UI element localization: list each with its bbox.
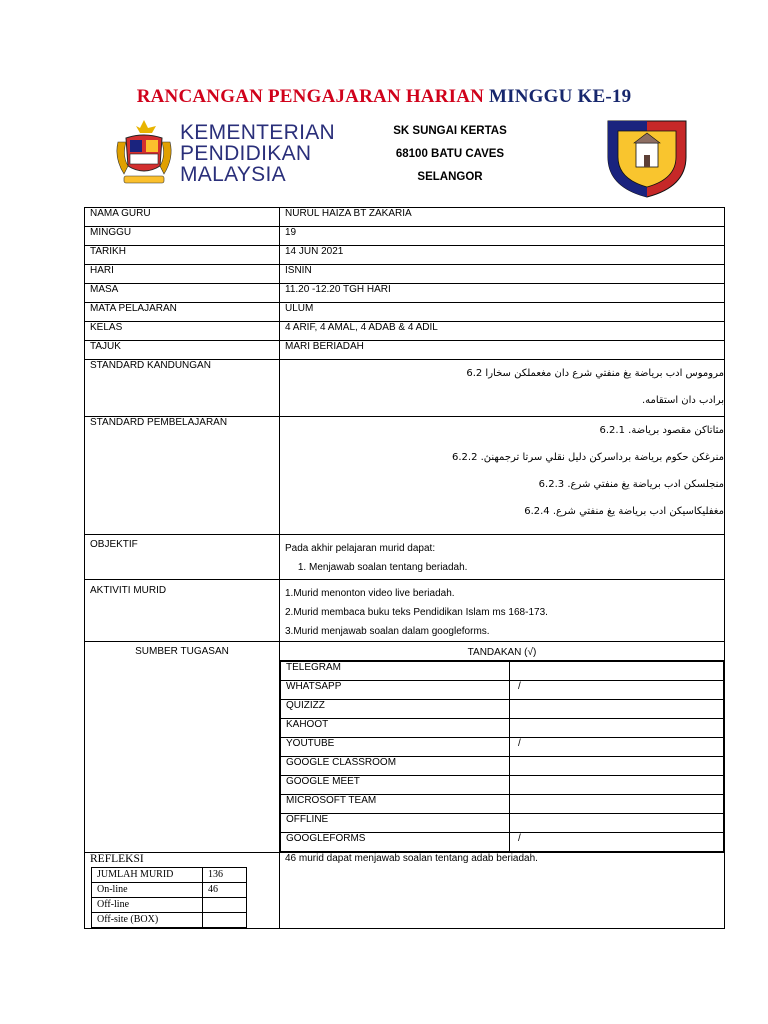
refleksi-label: REFLEKSI (90, 853, 144, 865)
murid-value (203, 898, 247, 913)
lesson-plan-table (84, 207, 725, 929)
sumber-mark: / (510, 833, 724, 852)
value-minggu: 19 (280, 227, 725, 246)
sumber-mark (510, 795, 724, 814)
label-hari: HARI (85, 265, 280, 284)
label-nama-guru: NAMA GURU (85, 208, 280, 227)
aktiviti-item: 3.Murid menjawab soalan dalam googleforms. (285, 626, 490, 637)
label-kelas: KELAS (85, 322, 280, 341)
sp-item (285, 444, 724, 471)
sumber-name: GOOGLEFORMS (281, 833, 510, 852)
murid-count-table (91, 867, 247, 928)
label-mata-pelajaran: MATA PELAJARAN (85, 303, 280, 322)
school-info (370, 120, 530, 189)
label-standard-pembelajaran: STANDARD PEMBELAJARAN (85, 417, 280, 535)
sp-item-text: مغفليكاسيكن ادب (649, 506, 724, 517)
label-standard-kandungan: STANDARD KANDUNGAN (85, 360, 280, 417)
row-refleksi (85, 853, 725, 929)
sumber-row (281, 776, 724, 795)
sumber-name: GOOGLE CLASSROOM (281, 757, 510, 776)
sumber-mark: / (510, 681, 724, 700)
murid-name: Off-line (92, 898, 203, 913)
sumber-name: KAHOOT (281, 719, 510, 738)
objektif-intro: Pada akhir pelajaran murid dapat: (285, 543, 436, 554)
title-blue-part: MINGGU KE-19 (489, 86, 632, 107)
school-name: SK SUNGAI KERTAS (393, 125, 507, 137)
murid-value: 136 (203, 868, 247, 883)
sp-item-small: برياضة (634, 452, 663, 463)
malaysia-crest-icon (112, 118, 176, 190)
row-minggu (85, 227, 725, 246)
sumber-row (281, 681, 724, 700)
sp-item-tail: يغ منفتي شرع. (552, 506, 616, 517)
sumber-mark (510, 662, 724, 681)
sumber-col-header: TANDAKAN (√) (280, 642, 724, 661)
sk-line1-start: مروموس ادب (665, 368, 724, 379)
value-kelas: 4 ARIF, 4 AMAL, 4 ADAB & 4 ADIL (280, 322, 725, 341)
objektif-list (285, 558, 724, 577)
sumber-row (281, 757, 724, 776)
sumber-name: GOOGLE MEET (281, 776, 510, 795)
value-aktiviti (280, 580, 725, 642)
sumber-row (281, 719, 724, 738)
school-badge (604, 117, 690, 204)
sp-item-small: برياضة (618, 506, 647, 517)
ministry-name (180, 122, 335, 185)
row-tarikh (85, 246, 725, 265)
sp-item-code: 6.2.3 (538, 479, 565, 490)
sumber-row (281, 833, 724, 852)
sumber-mark: / (510, 738, 724, 757)
sp-item-code: 6.2.1 (599, 425, 625, 436)
murid-row (92, 898, 247, 913)
sumber-name: TELEGRAM (281, 662, 510, 681)
aktiviti-item: 1.Murid menonton video live beriadah. (285, 588, 455, 599)
sumber-mark (510, 757, 724, 776)
sp-item-code: 6.2.4 (524, 506, 550, 517)
value-mata-pelajaran: ULUM (280, 303, 725, 322)
sumber-name: OFFLINE (281, 814, 510, 833)
sumber-mark (510, 814, 724, 833)
page-title (0, 86, 768, 108)
sumber-table (280, 661, 724, 852)
row-standard-pembelajaran (85, 417, 725, 535)
sp-item-text: منرغكن حكوم (665, 452, 724, 463)
sumber-name: YOUTUBE (281, 738, 510, 757)
sumber-mark (510, 700, 724, 719)
sp-item-tail: . (628, 425, 632, 436)
title-red-part: RANCANGAN PENGAJARAN HARIAN (136, 86, 485, 107)
sp-item (285, 417, 724, 444)
sumber-name: MICROSOFT TEAM (281, 795, 510, 814)
aktiviti-item: 2.Murid membaca buku teks Pendidikan Islam ms 168-173. (285, 607, 548, 618)
ministry-line-1: KEMENTERIAN (180, 121, 335, 144)
sumber-row (281, 814, 724, 833)
value-standard-pembelajaran (280, 417, 725, 535)
murid-value: 46 (203, 883, 247, 898)
sumber-row (281, 662, 724, 681)
sumber-row (281, 738, 724, 757)
sumber-mark (510, 719, 724, 738)
sp-item-text: منجلسكن ادب (663, 479, 724, 490)
murid-value (203, 913, 247, 928)
row-hari (85, 265, 725, 284)
value-standard-kandungan (280, 360, 725, 417)
sk-line-1 (285, 360, 724, 387)
sk-line1-rest: يغ منفتي شرع دان مغعملكن سخارا (485, 368, 632, 379)
value-hari: ISNIN (280, 265, 725, 284)
murid-row (92, 883, 247, 898)
row-aktiviti (85, 580, 725, 642)
sumber-mark (510, 776, 724, 795)
label-minggu: MINGGU (85, 227, 280, 246)
school-state: SELANGOR (417, 171, 483, 183)
sumber-row (281, 700, 724, 719)
sp-item-text: مثاتاكن مقصود (662, 425, 724, 436)
sumber-name: QUIZIZZ (281, 700, 510, 719)
value-sumber (280, 642, 725, 853)
label-aktiviti: AKTIVITI MURID (85, 580, 280, 642)
value-tarikh: 14 JUN 2021 (280, 246, 725, 265)
ministry-line-3: MALAYSIA (180, 163, 286, 186)
value-refleksi: 46 murid dapat menjawab soalan tentang adab beriadah. (280, 853, 725, 929)
row-tajuk (85, 341, 725, 360)
sp-item-small: برياضة (632, 479, 661, 490)
value-tajuk: MARI BERIADAH (280, 341, 725, 360)
row-sumber (85, 642, 725, 853)
row-objektif (85, 535, 725, 580)
row-nama-guru (85, 208, 725, 227)
label-objektif: OBJEKTIF (85, 535, 280, 580)
murid-name: Off-site (BOX) (92, 913, 203, 928)
sp-item-small: برياضة (631, 425, 660, 436)
school-postcode: 68100 BATU CAVES (395, 148, 505, 160)
sp-item-tail: برداسركن دليل نقلي سرتا ترجمهنڽ. (480, 452, 632, 463)
row-masa (85, 284, 725, 303)
label-tajuk: TAJUK (85, 341, 280, 360)
school-crest-icon (604, 117, 690, 199)
sk-code: 6.2 (466, 368, 483, 379)
sp-item-code: 6.2.2 (451, 452, 478, 463)
sp-item (285, 471, 724, 498)
row-mata-pelajaran (85, 303, 725, 322)
sk-line-2: برادب دان استقامه. (641, 395, 724, 406)
label-sumber: SUMBER TUGASAN (85, 642, 280, 853)
murid-name: On-line (92, 883, 203, 898)
label-refleksi-cell (85, 853, 280, 929)
sp-item (285, 498, 724, 525)
objektif-item: 1. Menjawab soalan tentang beriadah. (309, 558, 724, 577)
sumber-row (281, 795, 724, 814)
murid-row (92, 913, 247, 928)
sp-item-tail: يغ منفتي شرع. (567, 479, 630, 490)
ministry-logo (112, 118, 335, 190)
row-kelas (85, 322, 725, 341)
murid-name: JUMLAH MURID (92, 868, 203, 883)
value-masa: 11.20 -12.20 TGH HARI (280, 284, 725, 303)
value-nama-guru: NURUL HAIZA BT ZAKARIA (280, 208, 725, 227)
row-standard-kandungan (85, 360, 725, 417)
sumber-name: WHATSAPP (281, 681, 510, 700)
sk-line1-small: برياضة (634, 368, 663, 379)
value-objektif (280, 535, 725, 580)
label-tarikh: TARIKH (85, 246, 280, 265)
ministry-line-2: PENDIDIKAN (180, 142, 312, 165)
label-masa: MASA (85, 284, 280, 303)
murid-row (92, 868, 247, 883)
